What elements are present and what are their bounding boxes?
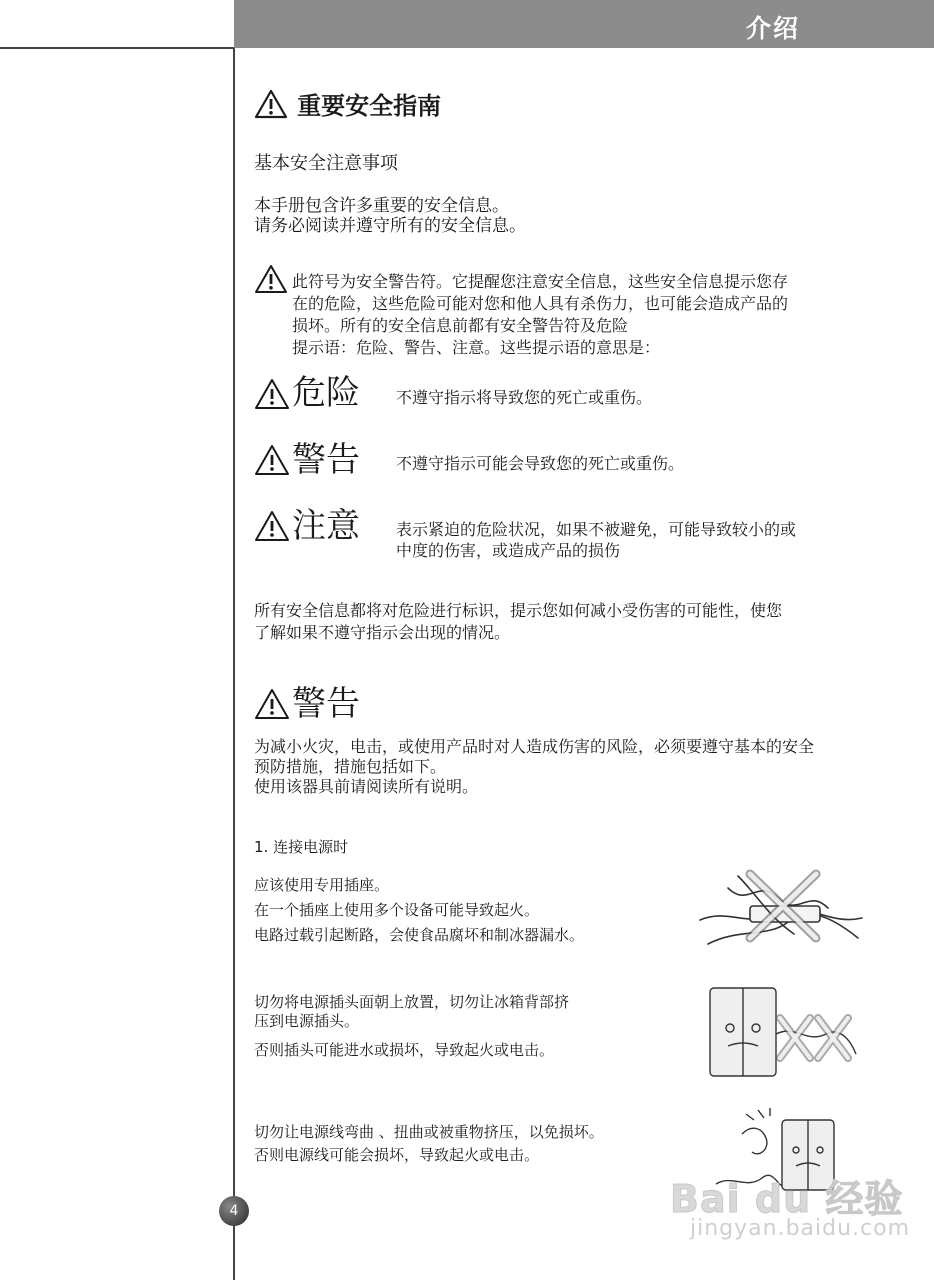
section-title: 介绍 xyxy=(745,14,800,43)
warning-triangle-icon xyxy=(254,688,290,720)
subtitle: 基本安全注意事项 xyxy=(254,153,398,174)
signal-word-warning: 警告 xyxy=(292,440,360,480)
warning-line-3: 使用该器具前请阅读所有说明。 xyxy=(254,777,479,796)
item-1-line-3: 电路过载引起断路，会使食品腐坏和制冰器漏水。 xyxy=(254,926,585,944)
summary-line-2: 了解如果不遵守指示会出现的情况。 xyxy=(254,623,511,642)
signal-word-danger: 危险 xyxy=(292,373,360,413)
section-heading: 1. 连接电源时 xyxy=(254,838,349,856)
symbol-note-line-3: 损坏。所有的安全信息前都有安全警告符及危险 xyxy=(292,316,629,335)
page-title-row xyxy=(254,86,441,121)
signal-desc-caution-line-2: 中度的伤害，或造成产品的损伤 xyxy=(396,541,621,560)
item-2-line-2: 压到电源插头。 xyxy=(254,1012,360,1030)
warning-triangle-icon xyxy=(254,264,288,294)
symbol-note-line-2: 在的危险，这些危险可能对您和他人具有杀伤力，也可能会造成产品的 xyxy=(292,294,789,313)
warning-triangle-icon xyxy=(254,510,290,542)
item-1-line-1: 应该使用专用插座。 xyxy=(254,876,390,894)
signal-desc-warning: 不遵守指示可能会导致您的死亡或重伤。 xyxy=(396,454,685,473)
vertical-rule xyxy=(233,48,235,1280)
intro-line-2: 请务必阅读并遵守所有的安全信息。 xyxy=(254,216,526,236)
warning-heading: 警告 xyxy=(292,684,360,724)
watermark-url: jingyan.baidu.com xyxy=(690,1216,911,1241)
header-bar xyxy=(234,0,934,48)
refrigerator-plug-illustration xyxy=(706,984,858,1080)
warning-line-2: 预防措施，措施包括如下。 xyxy=(254,757,447,776)
item-3-line-1: 切勿让电源线弯曲 、扭曲或被重物挤压，以免损坏。 xyxy=(254,1123,604,1141)
intro-line-1: 本手册包含许多重要的安全信息。 xyxy=(254,196,509,216)
summary-line-1: 所有安全信息都将对危险进行标识，提示您如何减小受伤害的可能性，使您 xyxy=(254,601,783,620)
warning-triangle-icon xyxy=(254,444,290,476)
signal-word-caution: 注意 xyxy=(292,506,360,546)
item-1-line-2: 在一个插座上使用多个设备可能导致起火。 xyxy=(254,901,540,919)
signal-desc-danger: 不遵守指示将导致您的死亡或重伤。 xyxy=(396,388,653,407)
top-rule xyxy=(0,47,234,49)
watermark-logo: Bai du 经验 xyxy=(670,1177,904,1221)
item-3-line-2: 否则电源线可能会损坏，导致起火或电击。 xyxy=(254,1146,540,1164)
page-number-badge: 4 xyxy=(219,1196,249,1226)
warning-triangle-icon xyxy=(254,89,288,119)
signal-desc-caution-line-1: 表示紧迫的危险状况，如果不被避免，可能导致较小的或 xyxy=(396,520,797,539)
page-title: 重要安全指南 xyxy=(297,92,442,120)
symbol-note-line-1: 此符号为安全警告符。它提醒您注意安全信息，这些安全信息提示您存 xyxy=(292,272,789,291)
warning-triangle-icon xyxy=(254,378,290,410)
power-strip-illustration xyxy=(698,868,864,948)
symbol-note-line-4: 提示语：危险、警告、注意。这些提示语的意思是： xyxy=(292,338,661,357)
item-2-line-3: 否则插头可能进水或损坏，导致起火或电击。 xyxy=(254,1041,555,1059)
item-2-line-1: 切勿将电源插头面朝上放置，切勿让冰箱背部挤 xyxy=(254,993,570,1011)
warning-line-1: 为减小火灾，电击，或使用产品时对人造成伤害的风险，必须要遵守基本的安全 xyxy=(254,737,815,756)
